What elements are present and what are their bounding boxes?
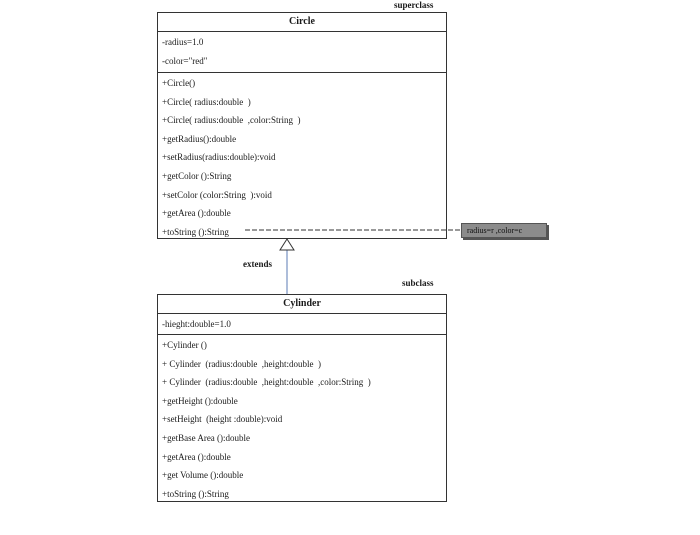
cylinder-class-name: Cylinder [158, 295, 446, 314]
cylinder-operation: +getBase Area ():double [162, 432, 251, 443]
circle-operation-tostring: +toString ():String [162, 226, 229, 237]
cylinder-attributes [158, 314, 446, 335]
extends-label: extends [243, 259, 272, 269]
circle-class-name: Circle [158, 13, 446, 32]
circle-operation: +getRadius():double [162, 133, 237, 144]
circle-operation: +Circle( radius:double ,color:String ) [162, 115, 301, 126]
circle-operation: +getArea ():double [162, 208, 231, 219]
circle-operation: +setRadius(radius:double):void [162, 152, 276, 163]
cylinder-class-box[interactable] [157, 294, 447, 502]
cylinder-operation: +Cylinder () [162, 340, 207, 350]
circle-operation: +setColor (color:String ):void [162, 189, 272, 200]
cylinder-attribute-height: -hieght:double=1.0 [162, 319, 231, 329]
superclass-label: superclass [394, 0, 434, 10]
circle-operation: +Circle() [162, 78, 196, 88]
cylinder-operation: +get Volume ():double [162, 470, 244, 481]
cylinder-operation: +toString ():String [162, 488, 229, 499]
tostring-note: radius=r ,color=c [461, 223, 547, 238]
cylinder-operation: +setHeight (height :double):void [162, 414, 283, 425]
cylinder-operation: +getArea ():double [162, 451, 231, 462]
inheritance-arrowhead [280, 239, 294, 250]
cylinder-operation: + Cylinder (radius:double ,height:double ,color:String ) [162, 377, 371, 388]
circle-operation: +Circle( radius:double ) [162, 96, 251, 107]
subclass-label: subclass [402, 278, 434, 288]
circle-operation: +getColor ():String [162, 170, 232, 181]
cylinder-operations [158, 335, 446, 504]
cylinder-operation: + Cylinder (radius:double ,height:double ) [162, 358, 322, 369]
circle-attribute-radius: -radius=1.0 [162, 37, 204, 47]
cylinder-operation: +getHeight ():double [162, 395, 238, 406]
circle-attribute-color: -color="red" [162, 56, 208, 66]
